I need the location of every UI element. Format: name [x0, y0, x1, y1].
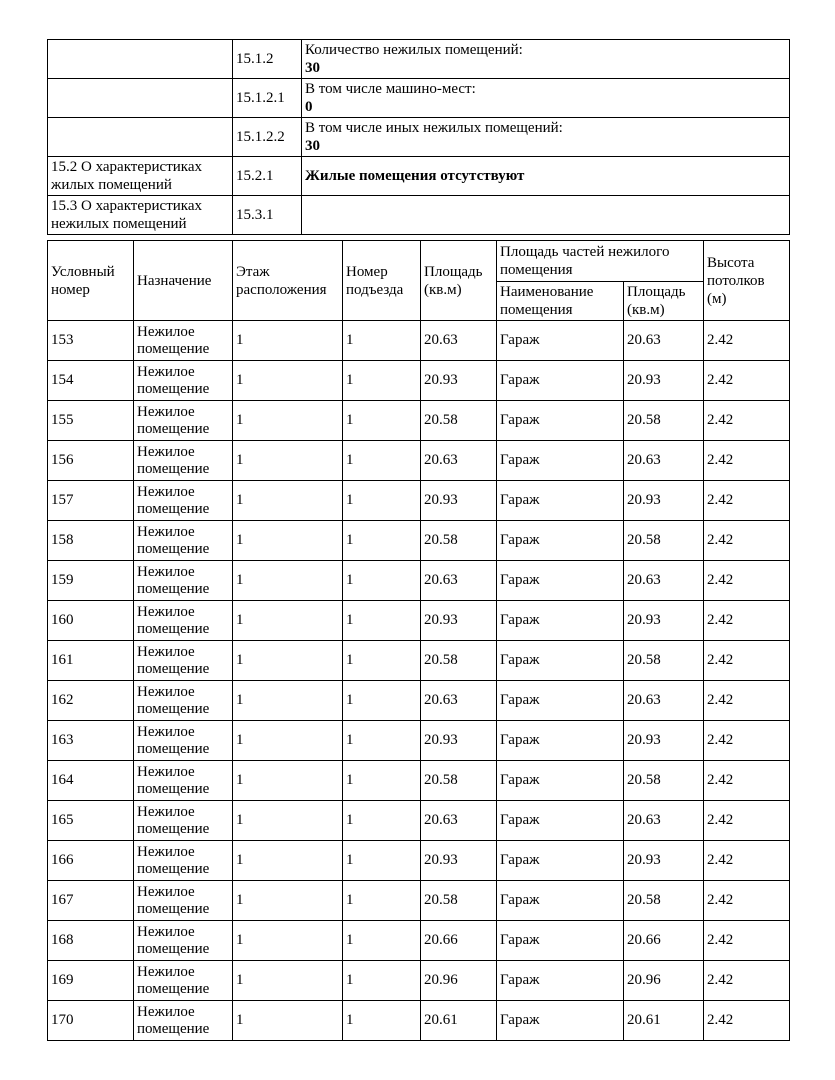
premises-cell-area: 20.63	[421, 801, 497, 841]
premises-cell-entrance: 1	[343, 681, 421, 721]
info-section-label: 15.2 О характеристиках жилых помещений	[48, 157, 233, 196]
premises-cell-part-name: Гараж	[497, 321, 624, 361]
premises-cell-height: 2.42	[704, 401, 790, 441]
premises-cell-number: 153	[48, 321, 134, 361]
premises-cell-height: 2.42	[704, 841, 790, 881]
info-section-label	[48, 118, 233, 157]
premises-table-body	[48, 321, 790, 1041]
premises-header-row-1	[48, 241, 790, 282]
premises-cell-part-area: 20.63	[624, 441, 704, 481]
document-page	[47, 39, 789, 1041]
premises-cell-part-area: 20.58	[624, 401, 704, 441]
premises-cell-height: 2.42	[704, 921, 790, 961]
info-caption: Количество нежилых помещений:	[305, 42, 523, 58]
premises-cell-floor: 1	[233, 721, 343, 761]
premises-row	[48, 481, 790, 521]
premises-cell-entrance: 1	[343, 441, 421, 481]
premises-cell-height: 2.42	[704, 721, 790, 761]
premises-cell-purpose: Нежилое помещение	[134, 801, 233, 841]
premises-cell-part-area: 20.96	[624, 961, 704, 1001]
premises-cell-floor: 1	[233, 521, 343, 561]
premises-cell-number: 157	[48, 481, 134, 521]
premises-cell-part-area: 20.63	[624, 681, 704, 721]
premises-cell-floor: 1	[233, 601, 343, 641]
premises-cell-entrance: 1	[343, 1001, 421, 1041]
premises-cell-entrance: 1	[343, 561, 421, 601]
premises-cell-number: 159	[48, 561, 134, 601]
premises-cell-area: 20.58	[421, 761, 497, 801]
premises-cell-purpose: Нежилое помещение	[134, 1001, 233, 1041]
premises-cell-number: 162	[48, 681, 134, 721]
premises-cell-area: 20.66	[421, 921, 497, 961]
premises-cell-purpose: Нежилое помещение	[134, 321, 233, 361]
premises-cell-part-name: Гараж	[497, 801, 624, 841]
premises-cell-floor: 1	[233, 361, 343, 401]
premises-cell-area: 20.63	[421, 321, 497, 361]
premises-cell-entrance: 1	[343, 601, 421, 641]
premises-cell-floor: 1	[233, 681, 343, 721]
premises-cell-part-area: 20.58	[624, 761, 704, 801]
premises-cell-entrance: 1	[343, 521, 421, 561]
premises-cell-height: 2.42	[704, 601, 790, 641]
premises-cell-part-area: 20.93	[624, 481, 704, 521]
premises-cell-part-area: 20.63	[624, 321, 704, 361]
premises-cell-purpose: Нежилое помещение	[134, 761, 233, 801]
premises-cell-purpose: Нежилое помещение	[134, 561, 233, 601]
premises-row	[48, 801, 790, 841]
info-value: 30	[305, 138, 320, 154]
premises-cell-part-name: Гараж	[497, 561, 624, 601]
premises-cell-floor: 1	[233, 441, 343, 481]
premises-cell-part-name: Гараж	[497, 881, 624, 921]
premises-cell-number: 167	[48, 881, 134, 921]
info-section-content	[302, 118, 790, 157]
premises-cell-entrance: 1	[343, 801, 421, 841]
premises-cell-part-name: Гараж	[497, 521, 624, 561]
premises-cell-entrance: 1	[343, 361, 421, 401]
premises-cell-area: 20.96	[421, 961, 497, 1001]
header-parts-group: Площадь частей нежилого помещения	[497, 241, 704, 282]
premises-cell-part-name: Гараж	[497, 481, 624, 521]
premises-cell-height: 2.42	[704, 961, 790, 1001]
info-row	[48, 157, 790, 196]
premises-cell-purpose: Нежилое помещение	[134, 841, 233, 881]
header-entrance: Номер подъезда	[343, 241, 421, 321]
premises-cell-purpose: Нежилое помещение	[134, 641, 233, 681]
premises-cell-number: 170	[48, 1001, 134, 1041]
premises-cell-part-name: Гараж	[497, 1001, 624, 1041]
header-floor: Этаж расположения	[233, 241, 343, 321]
premises-cell-floor: 1	[233, 921, 343, 961]
premises-cell-number: 161	[48, 641, 134, 681]
premises-row	[48, 321, 790, 361]
premises-cell-part-area: 20.58	[624, 521, 704, 561]
premises-cell-number: 160	[48, 601, 134, 641]
premises-cell-part-area: 20.93	[624, 841, 704, 881]
header-part-area: Площадь (кв.м)	[624, 282, 704, 321]
premises-cell-part-name: Гараж	[497, 641, 624, 681]
premises-cell-height: 2.42	[704, 561, 790, 601]
premises-row	[48, 721, 790, 761]
premises-cell-entrance: 1	[343, 721, 421, 761]
premises-cell-part-area: 20.63	[624, 561, 704, 601]
premises-cell-number: 154	[48, 361, 134, 401]
premises-cell-height: 2.42	[704, 361, 790, 401]
premises-cell-part-name: Гараж	[497, 921, 624, 961]
info-section-label	[48, 40, 233, 79]
premises-cell-part-name: Гараж	[497, 961, 624, 1001]
info-section-content	[302, 196, 790, 235]
info-table	[47, 39, 790, 235]
premises-cell-height: 2.42	[704, 521, 790, 561]
premises-cell-area: 20.93	[421, 361, 497, 401]
premises-cell-floor: 1	[233, 641, 343, 681]
premises-cell-part-name: Гараж	[497, 841, 624, 881]
premises-cell-floor: 1	[233, 1001, 343, 1041]
info-caption: В том числе иных нежилых помещений:	[305, 120, 563, 136]
premises-cell-part-name: Гараж	[497, 441, 624, 481]
info-section-code: 15.2.1	[233, 157, 302, 196]
info-section-content	[302, 40, 790, 79]
premises-cell-floor: 1	[233, 321, 343, 361]
header-purpose: Назначение	[134, 241, 233, 321]
premises-cell-height: 2.42	[704, 1001, 790, 1041]
info-section-label	[48, 79, 233, 118]
premises-cell-purpose: Нежилое помещение	[134, 721, 233, 761]
premises-cell-number: 168	[48, 921, 134, 961]
premises-row	[48, 881, 790, 921]
premises-cell-area: 20.93	[421, 721, 497, 761]
premises-cell-floor: 1	[233, 961, 343, 1001]
premises-cell-floor: 1	[233, 401, 343, 441]
premises-cell-part-area: 20.61	[624, 1001, 704, 1041]
premises-cell-number: 156	[48, 441, 134, 481]
info-value: 30	[305, 60, 320, 76]
premises-cell-number: 169	[48, 961, 134, 1001]
premises-cell-floor: 1	[233, 761, 343, 801]
premises-cell-part-area: 20.66	[624, 921, 704, 961]
premises-cell-area: 20.93	[421, 841, 497, 881]
premises-cell-area: 20.58	[421, 401, 497, 441]
premises-cell-entrance: 1	[343, 481, 421, 521]
premises-cell-entrance: 1	[343, 401, 421, 441]
premises-cell-part-area: 20.93	[624, 601, 704, 641]
info-row	[48, 118, 790, 157]
premises-cell-entrance: 1	[343, 321, 421, 361]
premises-cell-area: 20.63	[421, 441, 497, 481]
premises-row	[48, 921, 790, 961]
premises-cell-area: 20.58	[421, 881, 497, 921]
header-area: Площадь (кв.м)	[421, 241, 497, 321]
premises-cell-floor: 1	[233, 561, 343, 601]
info-row	[48, 79, 790, 118]
premises-cell-floor: 1	[233, 481, 343, 521]
premises-cell-part-name: Гараж	[497, 721, 624, 761]
premises-cell-part-name: Гараж	[497, 681, 624, 721]
premises-cell-area: 20.93	[421, 601, 497, 641]
info-section-content	[302, 79, 790, 118]
info-value: Жилые помещения отсутствуют	[305, 168, 525, 184]
premises-row	[48, 961, 790, 1001]
premises-cell-purpose: Нежилое помещение	[134, 521, 233, 561]
premises-cell-height: 2.42	[704, 441, 790, 481]
premises-cell-purpose: Нежилое помещение	[134, 361, 233, 401]
premises-row	[48, 561, 790, 601]
premises-cell-entrance: 1	[343, 761, 421, 801]
premises-cell-floor: 1	[233, 841, 343, 881]
premises-cell-entrance: 1	[343, 641, 421, 681]
premises-cell-entrance: 1	[343, 881, 421, 921]
premises-cell-purpose: Нежилое помещение	[134, 401, 233, 441]
premises-cell-part-area: 20.63	[624, 801, 704, 841]
premises-cell-number: 155	[48, 401, 134, 441]
premises-cell-height: 2.42	[704, 481, 790, 521]
premises-cell-height: 2.42	[704, 321, 790, 361]
premises-row	[48, 841, 790, 881]
header-part-name: Наименование помещения	[497, 282, 624, 321]
premises-row	[48, 521, 790, 561]
premises-cell-area: 20.58	[421, 641, 497, 681]
premises-cell-floor: 1	[233, 801, 343, 841]
premises-cell-part-area: 20.93	[624, 721, 704, 761]
premises-cell-floor: 1	[233, 881, 343, 921]
premises-cell-height: 2.42	[704, 761, 790, 801]
info-section-code: 15.1.2	[233, 40, 302, 79]
premises-cell-entrance: 1	[343, 841, 421, 881]
premises-cell-part-area: 20.93	[624, 361, 704, 401]
premises-cell-purpose: Нежилое помещение	[134, 481, 233, 521]
header-ceiling-height: Высота потолков (м)	[704, 241, 790, 321]
info-value: 0	[305, 99, 313, 115]
premises-cell-purpose: Нежилое помещение	[134, 441, 233, 481]
premises-cell-area: 20.63	[421, 681, 497, 721]
premises-cell-part-name: Гараж	[497, 361, 624, 401]
premises-cell-part-area: 20.58	[624, 881, 704, 921]
premises-row	[48, 761, 790, 801]
premises-cell-area: 20.63	[421, 561, 497, 601]
premises-cell-part-name: Гараж	[497, 761, 624, 801]
premises-row	[48, 601, 790, 641]
info-section-code: 15.1.2.2	[233, 118, 302, 157]
premises-cell-number: 165	[48, 801, 134, 841]
info-section-content	[302, 157, 790, 196]
premises-row	[48, 1001, 790, 1041]
premises-cell-entrance: 1	[343, 961, 421, 1001]
premises-cell-number: 158	[48, 521, 134, 561]
info-row	[48, 40, 790, 79]
premises-cell-height: 2.42	[704, 801, 790, 841]
info-caption: В том числе машино-мест:	[305, 81, 476, 97]
premises-row	[48, 441, 790, 481]
premises-cell-purpose: Нежилое помещение	[134, 601, 233, 641]
premises-cell-purpose: Нежилое помещение	[134, 961, 233, 1001]
premises-table	[47, 240, 790, 1041]
premises-cell-purpose: Нежилое помещение	[134, 681, 233, 721]
premises-cell-area: 20.93	[421, 481, 497, 521]
premises-cell-part-name: Гараж	[497, 401, 624, 441]
premises-cell-area: 20.61	[421, 1001, 497, 1041]
header-conditional-number: Условный номер	[48, 241, 134, 321]
premises-cell-number: 163	[48, 721, 134, 761]
premises-cell-part-name: Гараж	[497, 601, 624, 641]
premises-cell-height: 2.42	[704, 881, 790, 921]
premises-row	[48, 681, 790, 721]
premises-cell-area: 20.58	[421, 521, 497, 561]
info-section-code: 15.3.1	[233, 196, 302, 235]
premises-row	[48, 401, 790, 441]
premises-cell-height: 2.42	[704, 681, 790, 721]
info-section-code: 15.1.2.1	[233, 79, 302, 118]
info-row	[48, 196, 790, 235]
premises-row	[48, 641, 790, 681]
premises-cell-height: 2.42	[704, 641, 790, 681]
premises-cell-number: 166	[48, 841, 134, 881]
premises-cell-purpose: Нежилое помещение	[134, 881, 233, 921]
premises-row	[48, 361, 790, 401]
premises-cell-number: 164	[48, 761, 134, 801]
premises-cell-purpose: Нежилое помещение	[134, 921, 233, 961]
info-section-label: 15.3 О характеристиках нежилых помещений	[48, 196, 233, 235]
premises-cell-entrance: 1	[343, 921, 421, 961]
premises-cell-part-area: 20.58	[624, 641, 704, 681]
